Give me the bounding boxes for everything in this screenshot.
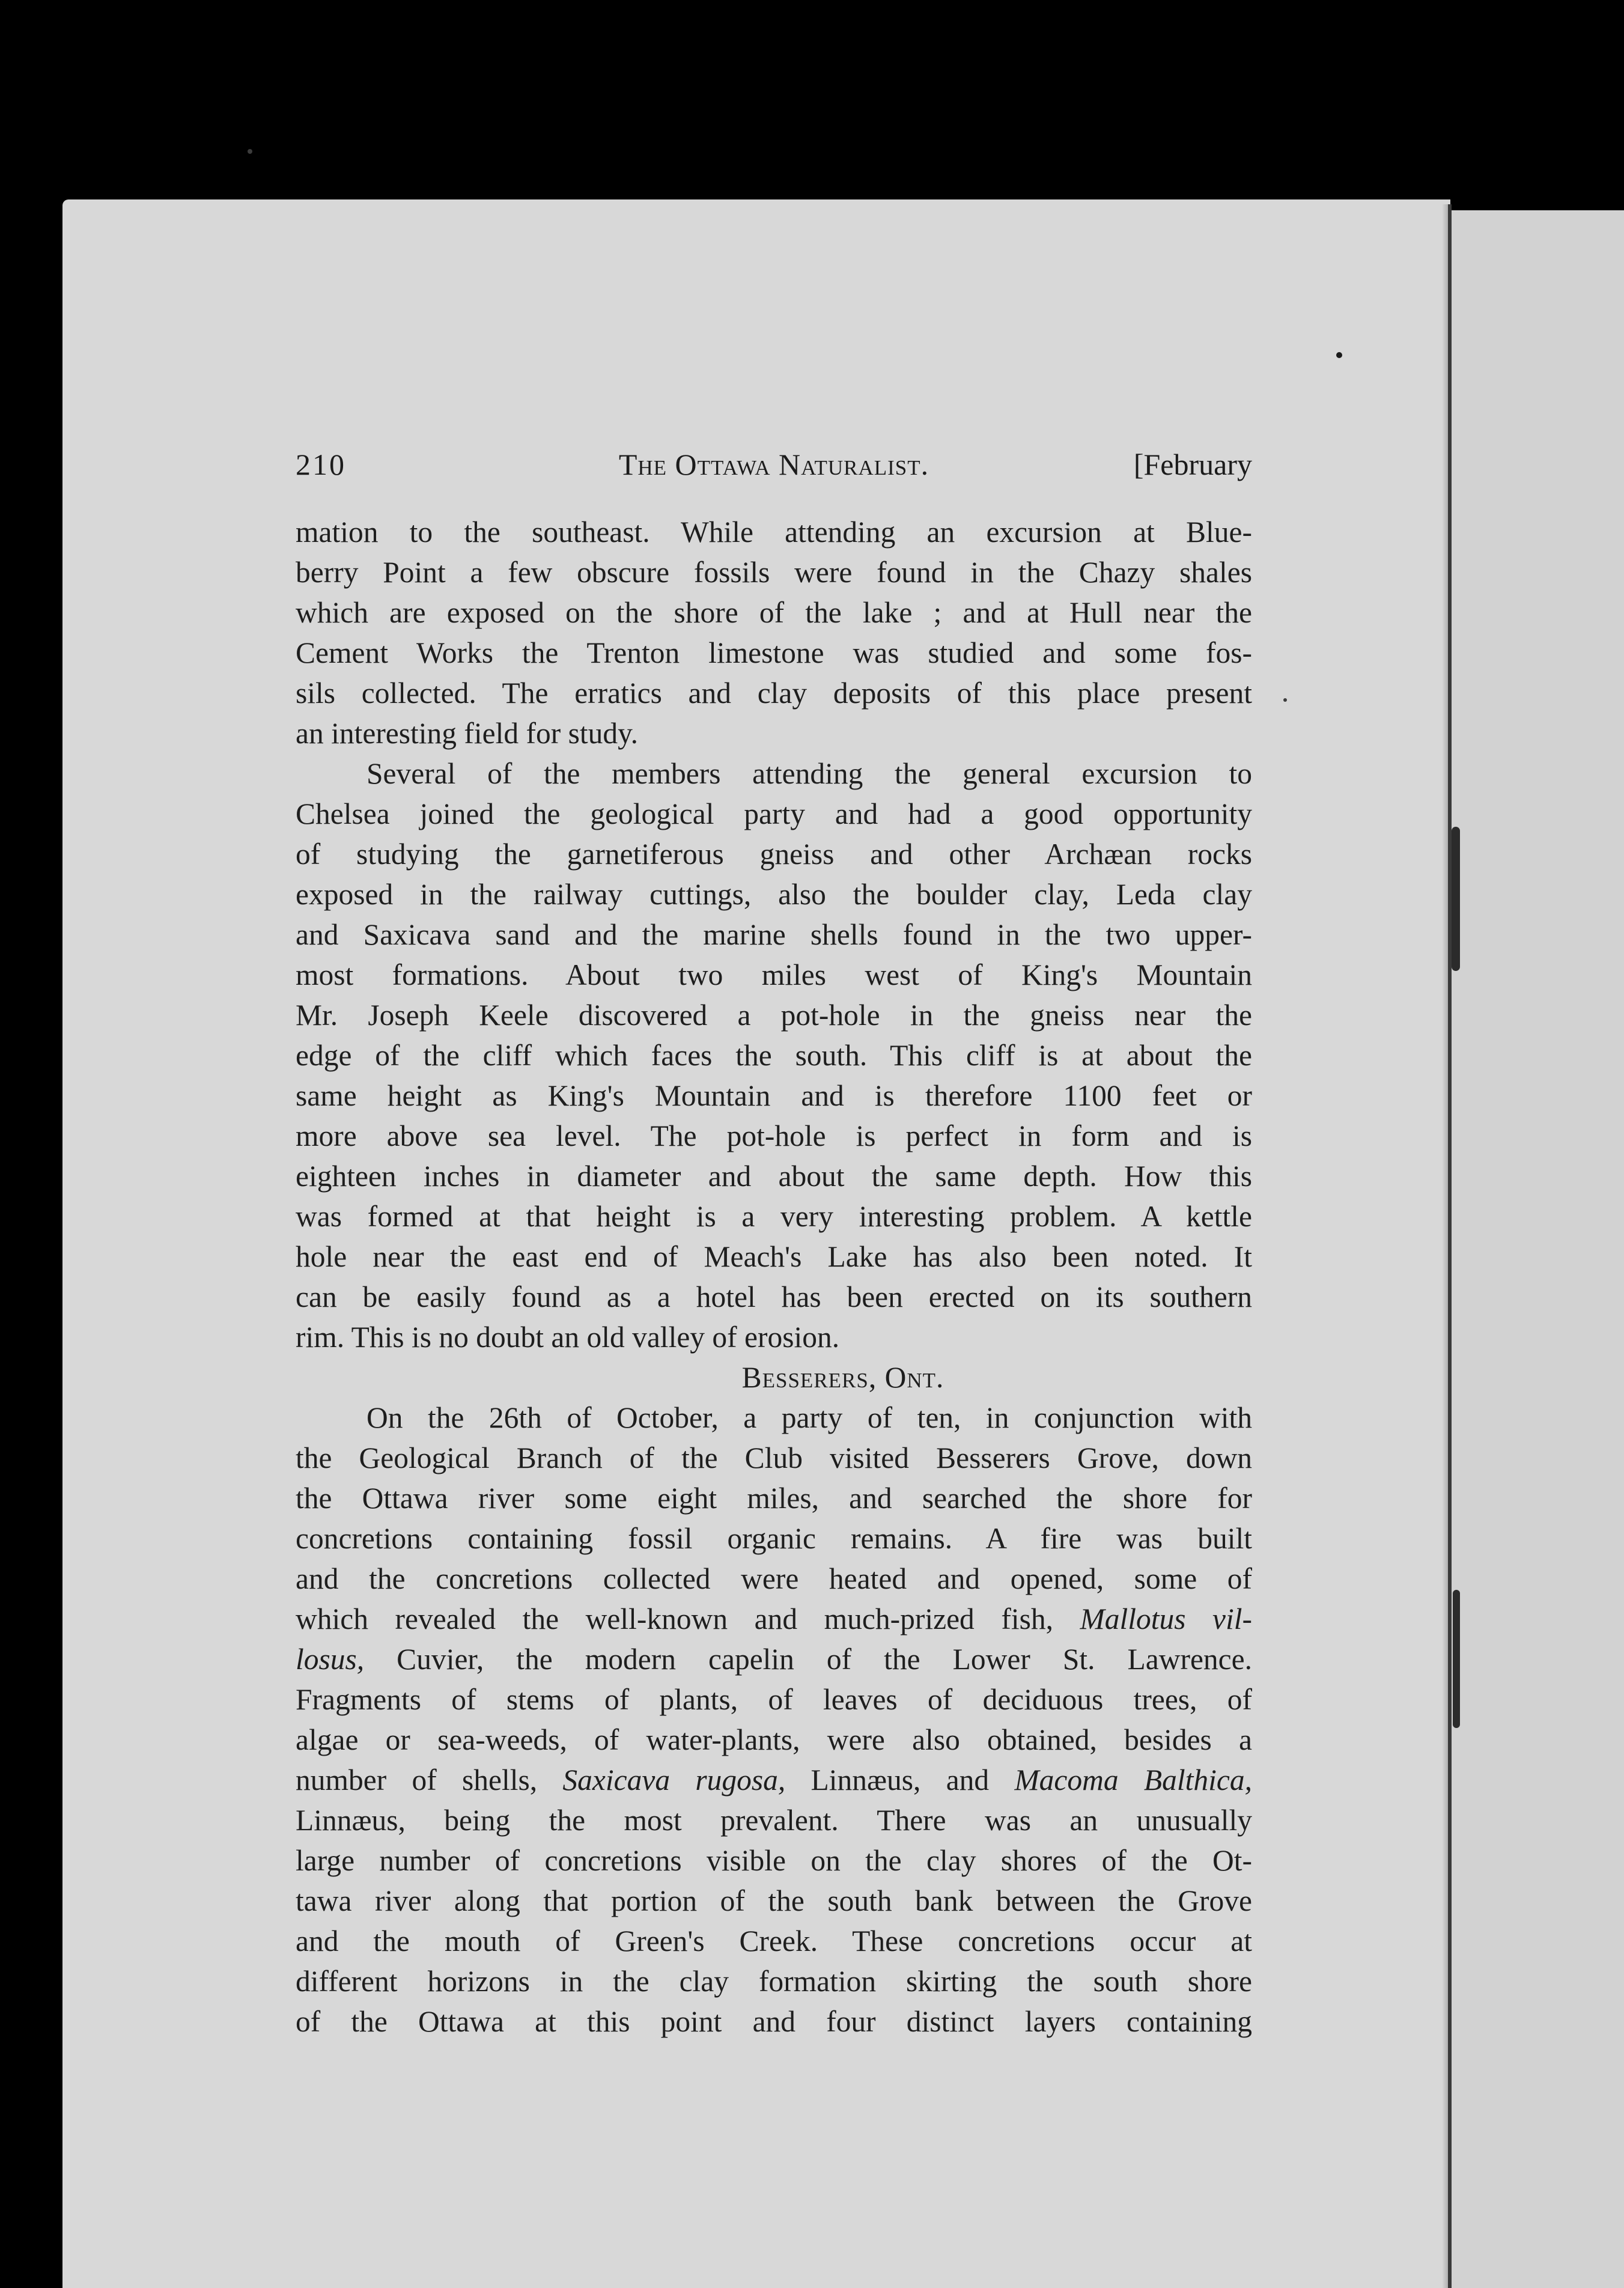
species-name: Macoma Balthica, [1014,1763,1252,1797]
text-line: large number of concretions visible on the clay shores of the Ot- [296,1844,1252,1877]
text-segment: which revealed the well-known and much-prized fish, [296,1602,1053,1635]
text-line: Several of the members attending the general excursion to [366,757,1252,790]
text-line: of the Ottawa at this point and four distinct layers containing [296,2005,1252,2038]
scan-speck [1336,352,1342,358]
text-line [296,1639,1252,1679]
text-line: eighteen inches in diameter and about the same depth. How this [296,1160,1252,1193]
text-line: tawa river along that portion of the south bank between the Grove [296,1884,1252,1917]
text-line: of studying the garnetiferous gneiss and other Archæan rocks [296,838,1252,871]
section-heading: Besserers, Ont. [741,1361,944,1394]
page-number: 210 [296,448,346,481]
species-name: Saxicava rugosa, [562,1763,786,1797]
journal-title: The Ottawa Naturalist. [618,448,929,481]
species-name: losus, [296,1643,365,1676]
text-line: different horizons in the clay formation skirting the south shore [296,1965,1252,1998]
text-line [296,1599,1252,1639]
text-segment: Cuvier, the modern capelin of the Lower St. Lawrence. [397,1643,1252,1676]
text-line: and the mouth of Green's Creek. These concretions occur at [296,1924,1252,1958]
text-line: was formed at that height is a very interesting problem. A kettle [296,1200,1252,1233]
page-edge-mark [1452,827,1460,971]
text-segment: number of shells, [296,1763,538,1797]
scan-speck [1283,698,1287,702]
text-line: and Saxicava sand and the marine shells found in the two upper- [296,918,1252,951]
text-line: concretions containing fossil organic remains. A fire was built [296,1522,1252,1555]
gutter-shadow [1442,204,1448,2288]
text-line: more above sea level. The pot-hole is perfect in form and is [296,1119,1252,1152]
text-line: an interesting field for study. [296,717,639,750]
page-divider [1448,204,1452,2288]
issue-month: [February [1133,448,1252,481]
text-line: Mr. Joseph Keele discovered a pot-hole in the gneiss near the [296,999,1252,1032]
scan-speck [248,149,252,154]
text-line: and the concretions collected were heated and opened, some of [296,1562,1252,1595]
text-line: same height as King's Mountain and is therefore 1100 feet or [296,1079,1252,1112]
text-line: mation to the southeast. While attending an excursion at Blue- [296,516,1252,549]
text-line: Cement Works the Trenton limestone was studied and some fos- [296,636,1252,669]
text-line: can be easily found as a hotel has been erected on its southern [296,1280,1252,1313]
text-line: algae or sea-weeds, of water-plants, were also obtained, besides a [296,1723,1252,1756]
text-segment: Linnæus, and [810,1763,990,1797]
text-line: the Ottawa river some eight miles, and searched the shore for [296,1482,1252,1515]
species-name: Mallotus vil- [1080,1602,1252,1635]
text-line: edge of the cliff which faces the south. This cliff is at about the [296,1039,1252,1072]
text-line: exposed in the railway cuttings, also the boulder clay, Leda clay [296,878,1252,911]
text-line: sils collected. The erratics and clay deposits of this place present [296,677,1252,710]
text-line: Chelsea joined the geological party and had a good opportunity [296,797,1252,830]
page-edge-mark [1453,1590,1460,1728]
text-line: most formations. About two miles west of King's Mountain [296,958,1252,991]
facing-page-edge [1450,210,1624,2288]
text-line: hole near the east end of Meach's Lake has also been noted. It [296,1240,1252,1273]
text-line: which are exposed on the shore of the lake ; and at Hull near the [296,596,1252,629]
text-line: rim. This is no doubt an old valley of erosion. [296,1321,840,1354]
text-line: the Geological Branch of the Club visited Besserers Grove, down [296,1441,1252,1474]
text-line: Fragments of stems of plants, of leaves of deciduous trees, of [296,1683,1252,1716]
text-line: berry Point a few obscure fossils were found in the Chazy shales [296,556,1252,589]
text-line [296,1760,1252,1800]
text-line: On the 26th of October, a party of ten, in conjunction with [366,1401,1252,1434]
running-head [296,443,1252,485]
body-text [296,512,1252,2042]
text-line: Linnæus, being the most prevalent. There was an unusually [296,1804,1252,1837]
